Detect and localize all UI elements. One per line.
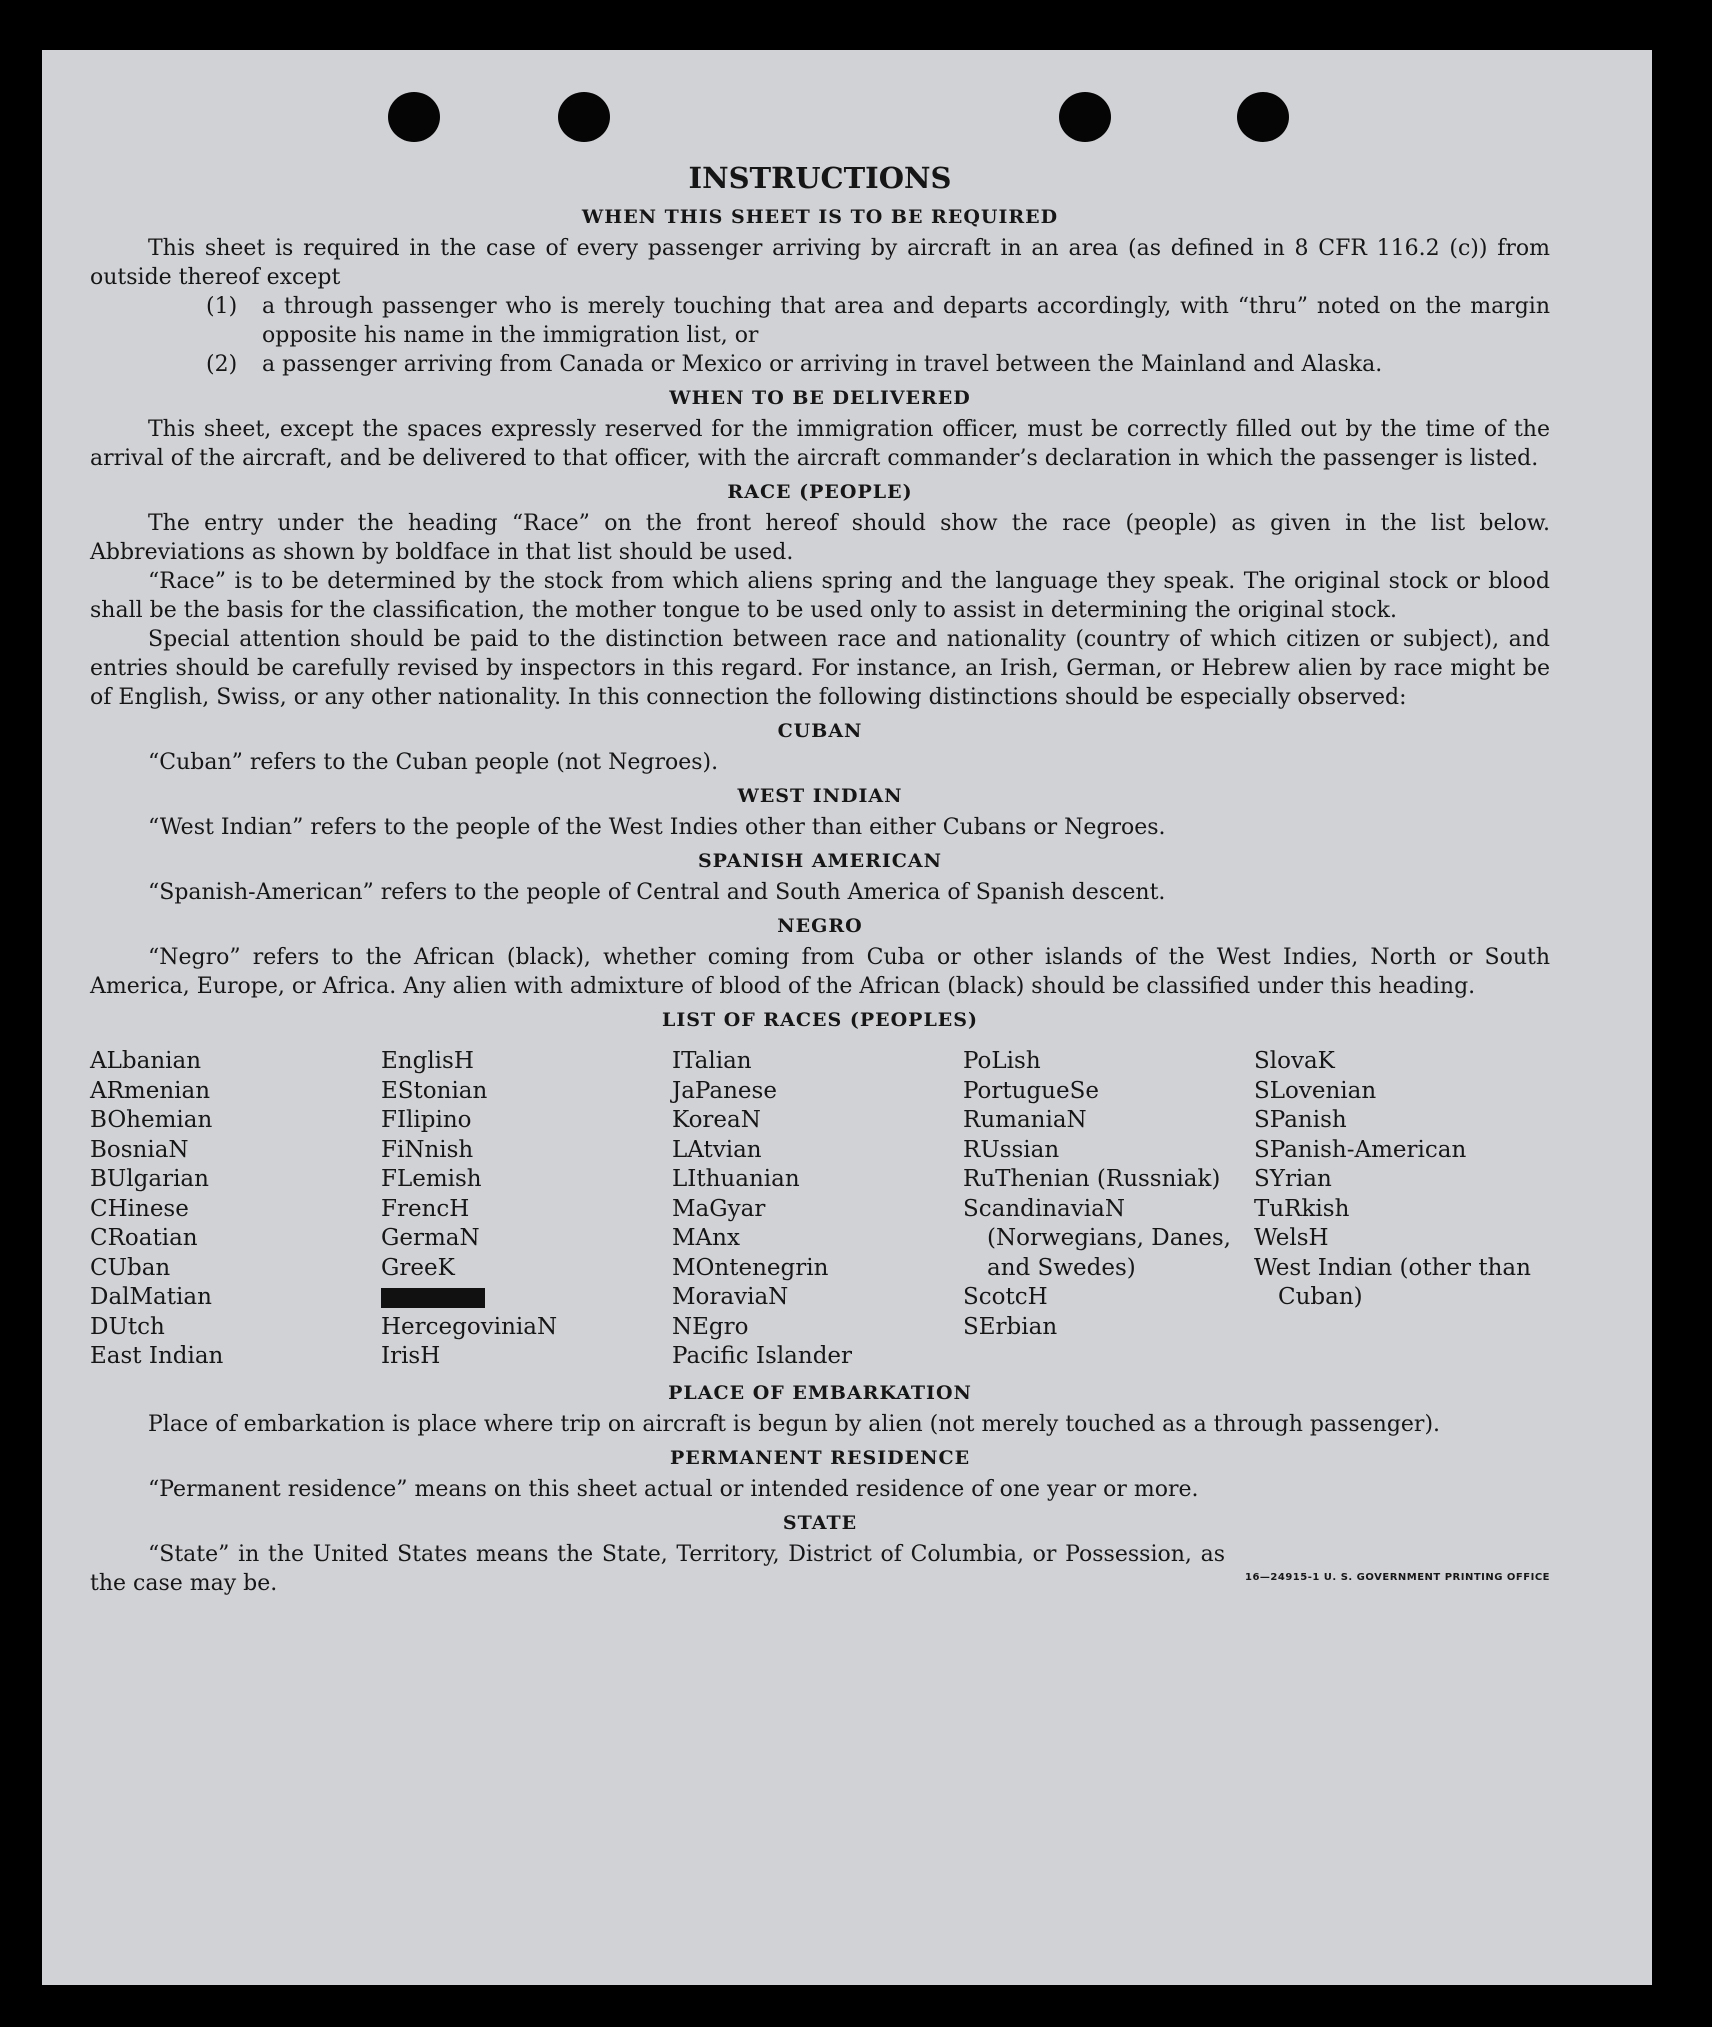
race-entry: HercegoviniaN — [381, 1313, 558, 1340]
race-paragraph: Special attention should be paid to the distinction between race and nationality (country of which citizen or subject), and entries should be carefully revised by inspectors in this regard. For instance, an Irish, German, or Hebrew alien by race might be of English, Swiss, or any other nationality. In this connection the following distinctions should be especially observed: — [90, 627, 1550, 710]
race-entry: BosniaN — [90, 1136, 189, 1163]
race-entry: RuThenian (Russniak) — [963, 1166, 1221, 1192]
race-entry: SPanish-American — [1254, 1136, 1467, 1163]
spanish-american-text: “Spanish-American” refers to the people of Central and South America of Spanish descent. — [148, 880, 1166, 905]
section-heading-negro: NEGRO — [777, 915, 863, 937]
embarkation-text: Place of embarkation is place where trip on aircraft is begun by alien (not merely touched as a through passenger). — [148, 1411, 1441, 1437]
race-list — [90, 1047, 1550, 1372]
race-column — [90, 1047, 381, 1372]
race-entry: Pacific Islander — [672, 1343, 853, 1369]
race-entry: BUlgarian — [90, 1166, 209, 1192]
race-entry: CUban — [90, 1254, 171, 1281]
race-entry: ScandinaviaN (Norwegians, Danes, and Swedes) — [963, 1195, 1231, 1281]
punch-hole — [1059, 92, 1111, 142]
race-entry: West Indian (other than Cuban) — [1254, 1254, 1531, 1310]
race-entry: FLemish — [381, 1166, 482, 1192]
race-entry: EnglisH — [381, 1048, 474, 1074]
when-delivered-text: This sheet, except the spaces expressly reserved for the immigration officer, must be correctly filled out by the time of the arrival of the aircraft, and be delivered to that officer, with the aircraft commander’s declaration in which the passenger is listed. — [90, 417, 1550, 471]
race-entry: PortugueSe — [963, 1077, 1099, 1104]
exception-number: (1) — [206, 294, 238, 319]
race-entry: MaGyar — [672, 1195, 766, 1222]
exception-number: (2) — [206, 352, 238, 377]
race-entry: SLovenian — [1254, 1077, 1377, 1104]
cuban-text: “Cuban” refers to the Cuban people (not Negroes). — [148, 750, 719, 775]
race-entry: ITalian — [672, 1048, 752, 1074]
race-entry: ALbanian — [90, 1048, 202, 1074]
race-entry: FIlipino — [381, 1107, 472, 1133]
section-heading-state: STATE — [782, 1511, 858, 1534]
punch-hole — [558, 92, 610, 142]
race-entry: DalMatian — [90, 1284, 212, 1310]
race-column — [1254, 1047, 1545, 1372]
race-entry: CRoatian — [90, 1225, 198, 1251]
state-footer-row — [90, 1540, 1550, 1598]
residence-text: “Permanent residence” means on this sheet actual or intended residence of one year or more. — [148, 1476, 1199, 1502]
race-entry: MAnx — [672, 1225, 740, 1251]
exception-item — [90, 292, 1550, 350]
race-paragraph: The entry under the heading “Race” on the front hereof should show the race (people) as given in the list below. Abbreviations as shown by boldface in that list should be used. — [90, 511, 1550, 565]
race-entry: NEgro — [672, 1313, 749, 1340]
section-heading-when-required: WHEN THIS SHEET IS TO BE REQUIRED — [581, 206, 1059, 228]
race-entry: ScotcH — [963, 1284, 1048, 1310]
race-entry: East Indian — [90, 1343, 224, 1369]
race-column — [672, 1047, 963, 1372]
state-text: “State” in the United States means the State, Territory, District of Columbia, or Possession, as the case may be. — [90, 1541, 1225, 1596]
instructions-content — [90, 158, 1550, 1598]
when-required-intro: This sheet is required in the case of every passenger arriving by aircraft in an area (as defined in 8 CFR 116.2 (c)) from outside thereof except — [90, 236, 1550, 290]
race-entry: SPanish — [1254, 1107, 1347, 1133]
section-heading-spanish-american: SPANISH AMERICAN — [697, 850, 943, 872]
race-entry: KoreaN — [672, 1107, 761, 1133]
race-entry: SYrian — [1254, 1166, 1332, 1192]
race-column — [963, 1047, 1254, 1372]
race-entry: JaPanese — [672, 1077, 777, 1104]
race-paragraph: “Race” is to be determined by the stock from which aliens spring and the language they speak. The original stock or blood shall be the basis for the classification, the mother tongue to be used only to assist in determining the original stock. — [90, 569, 1550, 623]
exception-text: a through passenger who is merely touching that area and departs accordingly, with “thru” noted on the margin opposite his name in the immigration list, or — [262, 294, 1550, 348]
race-entry: GermaN — [381, 1225, 480, 1251]
race-entry: MOntenegrin — [672, 1254, 829, 1281]
race-entry: LIthuanian — [672, 1166, 800, 1192]
section-heading-race: RACE (PEOPLE) — [727, 481, 913, 503]
race-entry-redacted — [381, 1283, 672, 1313]
redaction-mark — [381, 1288, 485, 1308]
print-code: 16—24915-1 U. S. GOVERNMENT PRINTING OFFICE — [1245, 1571, 1550, 1583]
race-entry: DUtch — [90, 1313, 165, 1340]
race-entry: RUssian — [963, 1136, 1060, 1163]
race-entry: CHinese — [90, 1195, 189, 1222]
race-entry: ARmenian — [90, 1077, 211, 1104]
race-entry: RumaniaN — [963, 1107, 1087, 1133]
race-entry: SErbian — [963, 1313, 1058, 1340]
negro-text: “Negro” refers to the African (black), whether coming from Cuba or other islands of the West Indies, North or South America, Europe, or Africa. Any alien with admixture of blood of the African (black) should be classified under this heading. — [90, 945, 1550, 999]
section-heading-when-delivered: WHEN TO BE DELIVERED — [669, 387, 971, 409]
document-sheet — [42, 50, 1652, 1985]
race-entry: SlovaK — [1254, 1048, 1335, 1074]
race-column — [381, 1047, 672, 1372]
race-entry: PoLish — [963, 1048, 1041, 1074]
section-heading-residence: PERMANENT RESIDENCE — [669, 1446, 971, 1469]
exception-text: a passenger arriving from Canada or Mexico or arriving in travel between the Mainland and Alaska. — [262, 352, 1383, 377]
punch-hole — [388, 92, 440, 142]
race-entry: EStonian — [381, 1077, 488, 1104]
west-indian-text: “West Indian” refers to the people of the West Indies other than either Cubans or Negroes. — [148, 815, 1166, 840]
race-entry: TuRkish — [1254, 1195, 1350, 1222]
section-heading-list-of-races: LIST OF RACES (PEOPLES) — [662, 1009, 978, 1031]
race-entry: FrencH — [381, 1195, 470, 1222]
exception-list — [90, 292, 1550, 379]
race-entry: MoraviaN — [672, 1284, 789, 1310]
section-heading-west-indian: WEST INDIAN — [737, 785, 903, 807]
page-title: INSTRUCTIONS — [688, 161, 952, 195]
race-entry: FiNnish — [381, 1136, 474, 1163]
race-entry: GreeK — [381, 1254, 455, 1281]
exception-item — [90, 350, 1550, 379]
race-entry: BOhemian — [90, 1107, 213, 1133]
punch-hole — [1237, 92, 1289, 142]
section-heading-embarkation: PLACE OF EMBARKATION — [668, 1381, 972, 1404]
race-entry: WelsH — [1254, 1225, 1329, 1251]
section-heading-cuban: CUBAN — [777, 720, 863, 742]
race-entry: IrisH — [381, 1343, 441, 1369]
race-entry: LAtvian — [672, 1136, 762, 1163]
